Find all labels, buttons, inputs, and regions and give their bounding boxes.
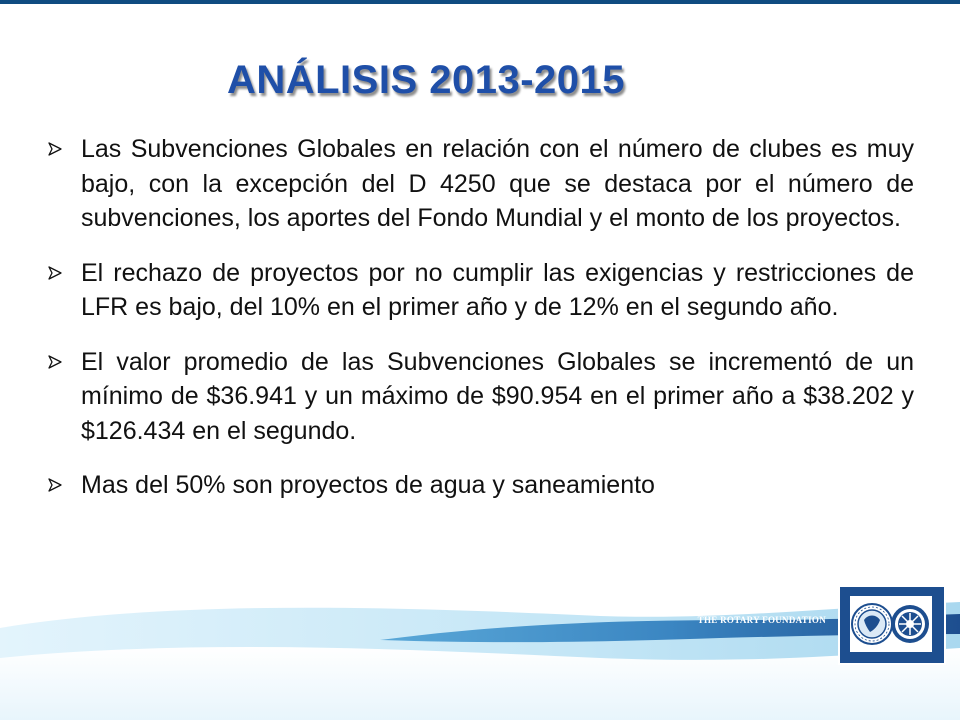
- top-rule: [0, 0, 960, 4]
- bullet-list: [48, 132, 914, 523]
- arrow-bullet-icon: [48, 355, 62, 369]
- slide-title: ANÁLISIS 2013-2015: [226, 58, 626, 102]
- bullet-item: [48, 132, 914, 236]
- rotary-wheel-icon: [891, 605, 929, 643]
- bullet-text: El valor promedio de las Subvenciones Globales se incrementó de un mínimo de $36.941 y un máximo de $90.954 en el primer año a $38.202 y $126.434 en el segundo.: [81, 347, 914, 445]
- footer-wave: [0, 588, 960, 720]
- bullet-item: [48, 468, 914, 503]
- foundation-label: THE ROTARY FOUNDATION: [697, 615, 826, 625]
- arrow-bullet-icon: [48, 478, 62, 492]
- bullet-text: Las Subvenciones Globales en relación con el número de clubes es muy bajo, con la excepción del D 4250 que se destaca por el número de subvenciones, los aportes del Fondo Mundial y el monto de los proyectos.: [81, 135, 914, 232]
- logo-panel: [850, 596, 932, 652]
- bullet-text: Mas del 50% son proyectos de agua y saneamiento: [81, 471, 655, 499]
- globe-emblem-icon: [852, 604, 892, 644]
- bullet-text: El rechazo de proyectos por no cumplir las exigencias y restricciones de LFR es bajo, del 10% en el primer año y de 12% en el segundo año.: [81, 258, 914, 321]
- bullet-item: [48, 256, 914, 325]
- rotary-foundation-logo: [838, 585, 946, 665]
- arrow-bullet-icon: [48, 266, 62, 280]
- arrow-bullet-icon: [48, 142, 62, 156]
- bullet-item: [48, 345, 914, 449]
